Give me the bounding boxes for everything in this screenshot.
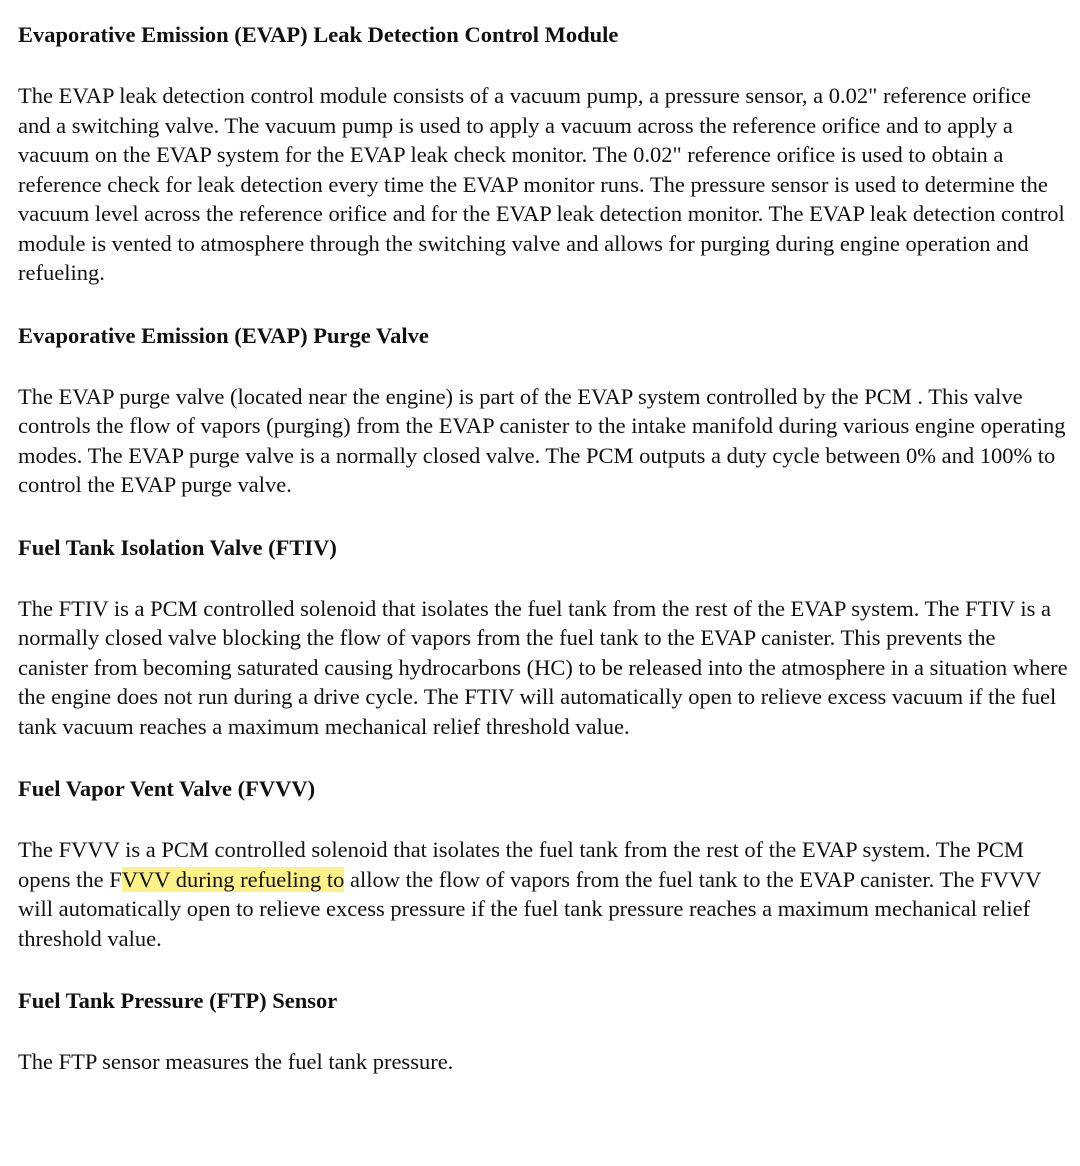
section-heading: Fuel Tank Isolation Valve (FTIV): [18, 534, 337, 560]
section-heading: Evaporative Emission (EVAP) Leak Detection Control Module: [18, 22, 619, 47]
section-body: [18, 835, 1068, 953]
section-body: The EVAP leak detection control module consists of a vacuum pump, a pressure sensor, a 0.02" reference orifice and a switching valve. The vacuum pump is used to apply a vacuum across the reference orifice and to apply a vacuum on the EVAP system for the EVAP leak check monitor. The 0.02" reference orifice is used to obtain a reference check for leak detection every time the EVAP monitor runs. The pressure sensor is used to determine the vacuum level across the reference orifice and for the EVAP leak detection monitor. The EVAP leak detection control module is vented to atmosphere through the switching valve and allows for purging during engine operation and refueling.: [18, 83, 1065, 285]
section-heading: Evaporative Emission (EVAP) Purge Valve: [18, 322, 429, 348]
section-heading: Fuel Tank Pressure (FTP) Sensor: [18, 988, 338, 1013]
section-body: The EVAP purge valve (located near the engine) is part of the EVAP system controlled by the PCM . This valve controls the flow of vapors (purging) from the EVAP canister to the intake manifold during various engine operating modes. The EVAP purge valve is a normally closed valve. The PCM outputs a duty cycle between 0% and 100% to control the EVAP purge valve.: [18, 383, 1066, 497]
body-text-before: The FVVV is a PCM controlled solenoid that isolates the fuel tank from the rest of the EVAP system. The PCM opens the F: [18, 837, 1024, 892]
section-body: The FTIV is a PCM controlled solenoid that isolates the fuel tank from the rest of the EVAP system. The FTIV is a normally closed valve blocking the flow of vapors from the fuel tank to the EVAP canister. This prevents the canister from becoming saturated causing hydrocarbons (HC) to be released into the atmosphere in a situation where the engine does not run during a drive cycle. The FTIV will automatically open to relieve excess vacuum if the fuel tank vacuum reaches a maximum mechanical relief threshold value.: [18, 595, 1068, 739]
section-body: The FTP sensor measures the fuel tank pressure.: [18, 1049, 454, 1074]
section-evap-leak-detection: [18, 18, 1068, 319]
section-ftiv: [18, 531, 1068, 773]
section-evap-purge-valve: [18, 319, 1068, 531]
section-fvvv: [18, 772, 1068, 984]
body-text-after: allow the flow of vapors from the fuel tank to the EVAP canister. The FVVV will automatically open to relieve excess pressure if the fuel tank pressure reaches a maximum mechanical relief threshold value.: [18, 866, 1041, 951]
section-ftp-sensor: [18, 984, 1068, 1077]
highlighted-text: VVV during refueling to: [121, 866, 345, 892]
section-heading: Fuel Vapor Vent Valve (FVVV): [18, 776, 316, 801]
document-page: [18, 18, 1068, 1077]
